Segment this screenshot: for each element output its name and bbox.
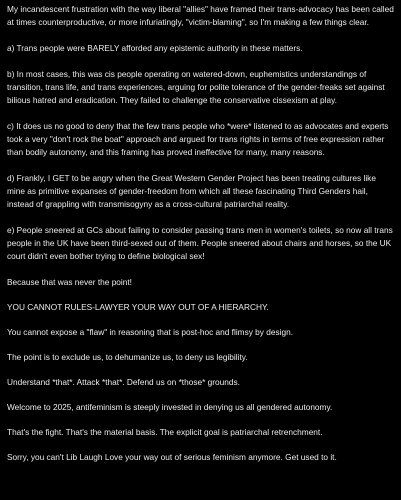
post-paragraph-e: e) People sneered at GCs about failing to consider passing trans men in women's toilets, so now all trans people in the UK have been third-sexed out of them. People sneered about chairs and horses, so the UK court didn't even bother trying to define biological sex! xyxy=(7,225,393,261)
post-paragraph-exclude: The point is to exclude us, to dehumanize us, to deny us legibility. xyxy=(7,352,248,362)
post-paragraph-welcome: Welcome to 2025, antifeminism is steeply invested in denying us all gendered autonomy. xyxy=(7,402,333,412)
post-paragraph-d: d) Frankly, I GET to be angry when the Great Western Gender Project has been treating cultures like mine as primitive expanses of gender-freedom from which all these fascinating Third Genders hail, instead of grappling with transmisogyny as a cross-cultural patriarchal reality. xyxy=(7,173,376,209)
post-paragraph-b: b) In most cases, this was cis people operating on watered-down, euphemistics understandings of transition, trans life, and trans experiences, arguing for polite tolerance of the gender-freaks set against bilious hatred and eradication. They failed to challenge the conservative cissexism at play. xyxy=(7,69,385,105)
post-paragraph-intro: My incandescent frustration with the way liberal "allies" have framed their trans-advocacy has been called at times counterproductive, or more infuriatingly, "victim-blaming", so I'm making a few things clear. xyxy=(7,4,394,27)
post-paragraph-a: a) Trans people were BARELY afforded any epistemic authority in these matters. xyxy=(7,43,303,53)
post-paragraph-hierarchy: YOU CANNOT RULES-LAWYER YOUR WAY OUT OF A HIERARCHY. xyxy=(7,302,269,312)
post-paragraph-flaw: You cannot expose a "flaw" in reasoning that is post-hoc and flimsy by design. xyxy=(7,327,294,337)
post-paragraph-understand: Understand *that*. Attack *that*. Defend us on *those* grounds. xyxy=(7,377,240,387)
post-paragraph-never-the-point: Because that was never the point! xyxy=(7,277,132,287)
post-paragraph-sorry: Sorry, you can't Lib Laugh Love your way out of serious feminism anymore. Get used to it. xyxy=(7,452,337,462)
post-paragraph-fight: That's the fight. That's the material basis. The explicit goal is patriarchal retrenchment. xyxy=(7,427,323,437)
post-paragraph-c: c) It does us no good to deny that the few trans people who *were* listened to as advocates and experts took a very "don't rock the boat" approach and argued for trans rights in terms of free expression rather than bodily autonomy, and this framing has proved ineffective for many, many reasons. xyxy=(7,121,389,157)
